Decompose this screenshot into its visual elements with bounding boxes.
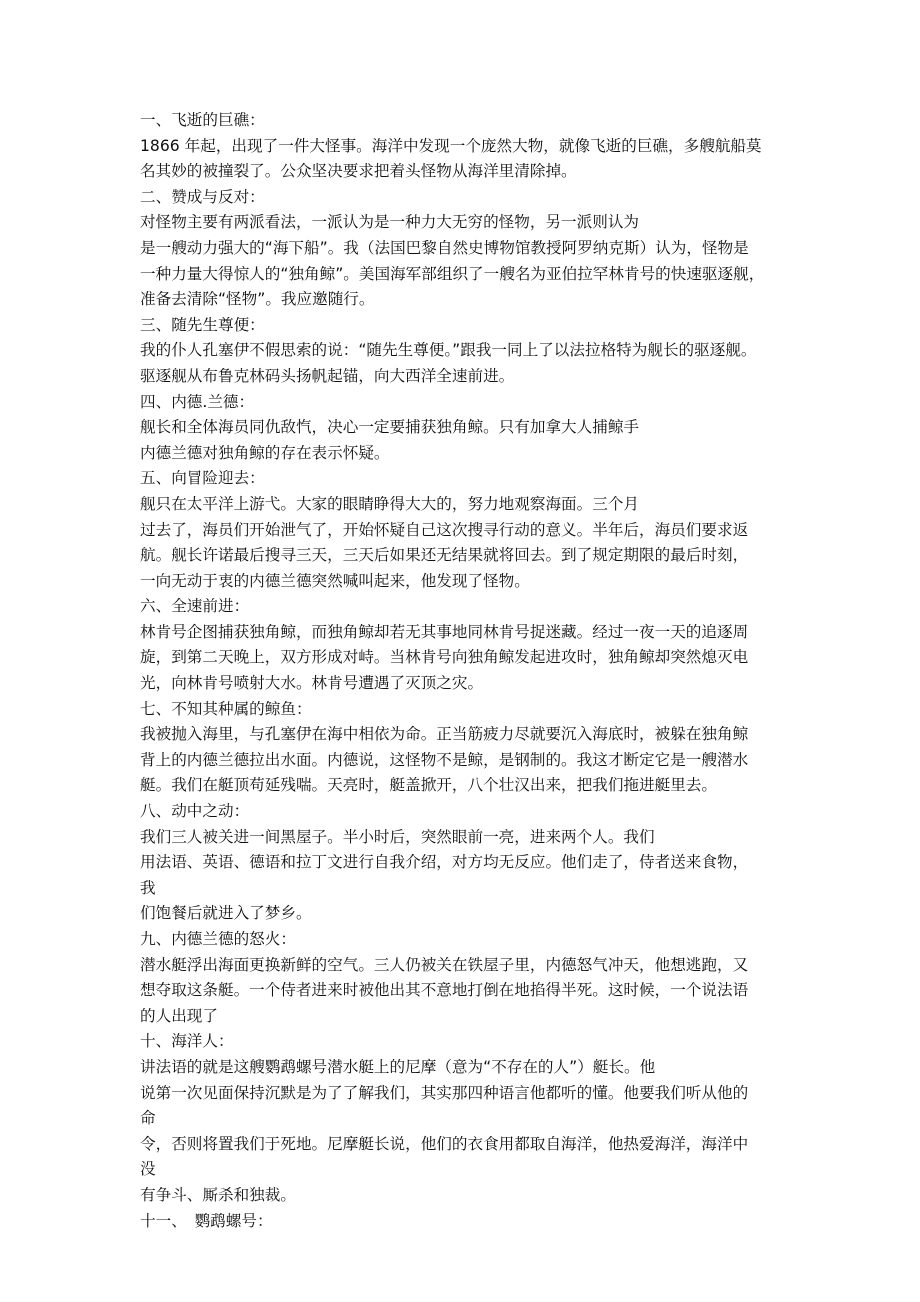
paragraph-line: 内德兰德对独角鲸的存在表示怀疑。 (140, 443, 390, 462)
paragraph-line: 旋，到第二天晚上，双方形成对峙。当林肯号向独角鲸发起进攻时，独角鲸却突然熄灭电 (140, 648, 749, 667)
paragraph-line: 对怪物主要有两派看法，一派认为是一种力大无穷的怪物，另一派则认为 (140, 213, 640, 232)
paragraph-line: 舰长和全体海员同仇敌忾，决心一定要捕获独角鲸。只有加拿大人捕鲸手 (140, 418, 640, 437)
paragraph-line: 是一艘动力强大的“海下船”。我（法国巴黎自然史博物馆教授阿罗纳克斯）认为，怪物是 (140, 238, 749, 257)
section-heading: 九、内德兰德的怒火： (140, 930, 296, 948)
section-heading: 十、海洋人： (140, 1032, 234, 1051)
document-body (140, 108, 800, 1234)
paragraph-line: 1866 年起，出现了一件大怪事。海洋中发现一个庞然大物，就像飞逝的巨礁，多艘航船莫 (140, 136, 762, 155)
paragraph-line: 说第一次见面保持沉默是为了了解我们，其实那四种语言他都听的懂。他要我们听从他的 (140, 1083, 749, 1102)
paragraph-line: 驱逐舰从布鲁克林码头扬帆起锚，向大西洋全速前进。 (140, 366, 515, 385)
paragraph-line: 用法语、英语、德语和拉丁文进行自我介绍，对方均无反应。他们走了，侍者送来食物， (140, 853, 749, 872)
paragraph-line: 有争斗、厮杀和独裁。 (140, 1185, 296, 1204)
section-heading: 四、内德.兰德： (140, 392, 255, 411)
paragraph-line: 潜水艇浮出海面更换新鲜的空气。三人仍被关在铁屋子里，内德怒气冲天，他想逃跑，又 (140, 955, 749, 974)
paragraph-line: 我们三人被关进一间黑屋子。半小时后，突然眼前一亮，进来两个人。我们 (140, 827, 655, 846)
paragraph-line: 我的仆人孔塞伊不假思索的说：“随先生尊便。”跟我一同上了以法拉格特为舰长的驱逐舰。 (140, 341, 757, 360)
paragraph-line: 我被抛入海里，与孔塞伊在海中相依为命。正当筋疲力尽就要沉入海底时，被躲在独角鲸 (140, 725, 749, 744)
section-heading: 二、赞成与反对： (140, 187, 265, 206)
section-heading: 五、向冒险迎去： (140, 469, 265, 488)
paragraph-line: 没 (140, 1160, 156, 1179)
paragraph-line: 讲法语的就是这艘鹦鹉螺号潜水艇上的尼摩（意为“不存在的人”）艇长。他 (140, 1057, 656, 1076)
paragraph-line: 准备去清除“怪物”。我应邀随行。 (140, 290, 375, 309)
paragraph-line: 光，向林肯号喷射大水。林肯号遭遇了灭顶之灾。 (140, 674, 484, 693)
paragraph-line: 想夺取这条艇。一个侍者进来时被他出其不意地打倒在地掐得半死。这时候，一个说法语 (140, 981, 749, 1000)
paragraph-line: 舰只在太平洋上游弋。大家的眼睛睁得大大的，努力地观察海面。三个月 (140, 494, 640, 513)
paragraph-line: 们饱餐后就进入了梦乡。 (140, 904, 312, 923)
paragraph-line: 林肯号企图捕获独角鲸，而独角鲸却若无其事地同林肯号捉迷藏。经过一夜一天的追逐周 (140, 622, 749, 641)
paragraph-line: 我 (140, 878, 156, 897)
section-heading: 六、全速前进： (140, 597, 250, 616)
paragraph-line: 命 (140, 1109, 156, 1128)
section-heading: 八、动中之动： (140, 802, 250, 821)
paragraph-line: 名其妙的被撞裂了。公众坚决要求把着头怪物从海洋里清除掉。 (140, 162, 577, 181)
paragraph-line: 航。舰长许诺最后搜寻三天，三天后如果还无结果就将回去。到了规定期限的最后时刻， (140, 546, 749, 565)
paragraph-line: 艇。我们在艇顶苟延残喘。天亮时，艇盖掀开，八个壮汉出来，把我们拖进艇里去。 (140, 776, 717, 795)
section-heading: 三、随先生尊便： (140, 315, 265, 334)
section-heading: 七、不知其种属的鲸鱼： (140, 699, 312, 718)
section-heading: 一、飞逝的巨礁： (140, 111, 265, 129)
paragraph-line: 的人出现了 (140, 1006, 218, 1025)
paragraph-line: 一向无动于衷的内德兰德突然喊叫起来，他发现了怪物。 (140, 571, 530, 590)
paragraph-line: 背上的内德兰德拉出水面。内德说，这怪物不是鲸，是钢制的。我这才断定它是一艘潜水 (140, 750, 749, 769)
paragraph-line: 令，否则将置我们于死地。尼摩艇长说，他们的衣食用都取自海洋，他热爱海洋，海洋中 (140, 1134, 749, 1153)
section-heading: 十一、 鹦鹉螺号： (140, 1211, 273, 1230)
paragraph-line: 过去了，海员们开始泄气了，开始怀疑自己这次搜寻行动的意义。半年后，海员们要求返 (140, 520, 749, 539)
paragraph-line: 一种力量大得惊人的“独角鲸”。美国海军部组织了一艘名为亚伯拉罕林肯号的快速驱逐舰， (140, 264, 765, 283)
